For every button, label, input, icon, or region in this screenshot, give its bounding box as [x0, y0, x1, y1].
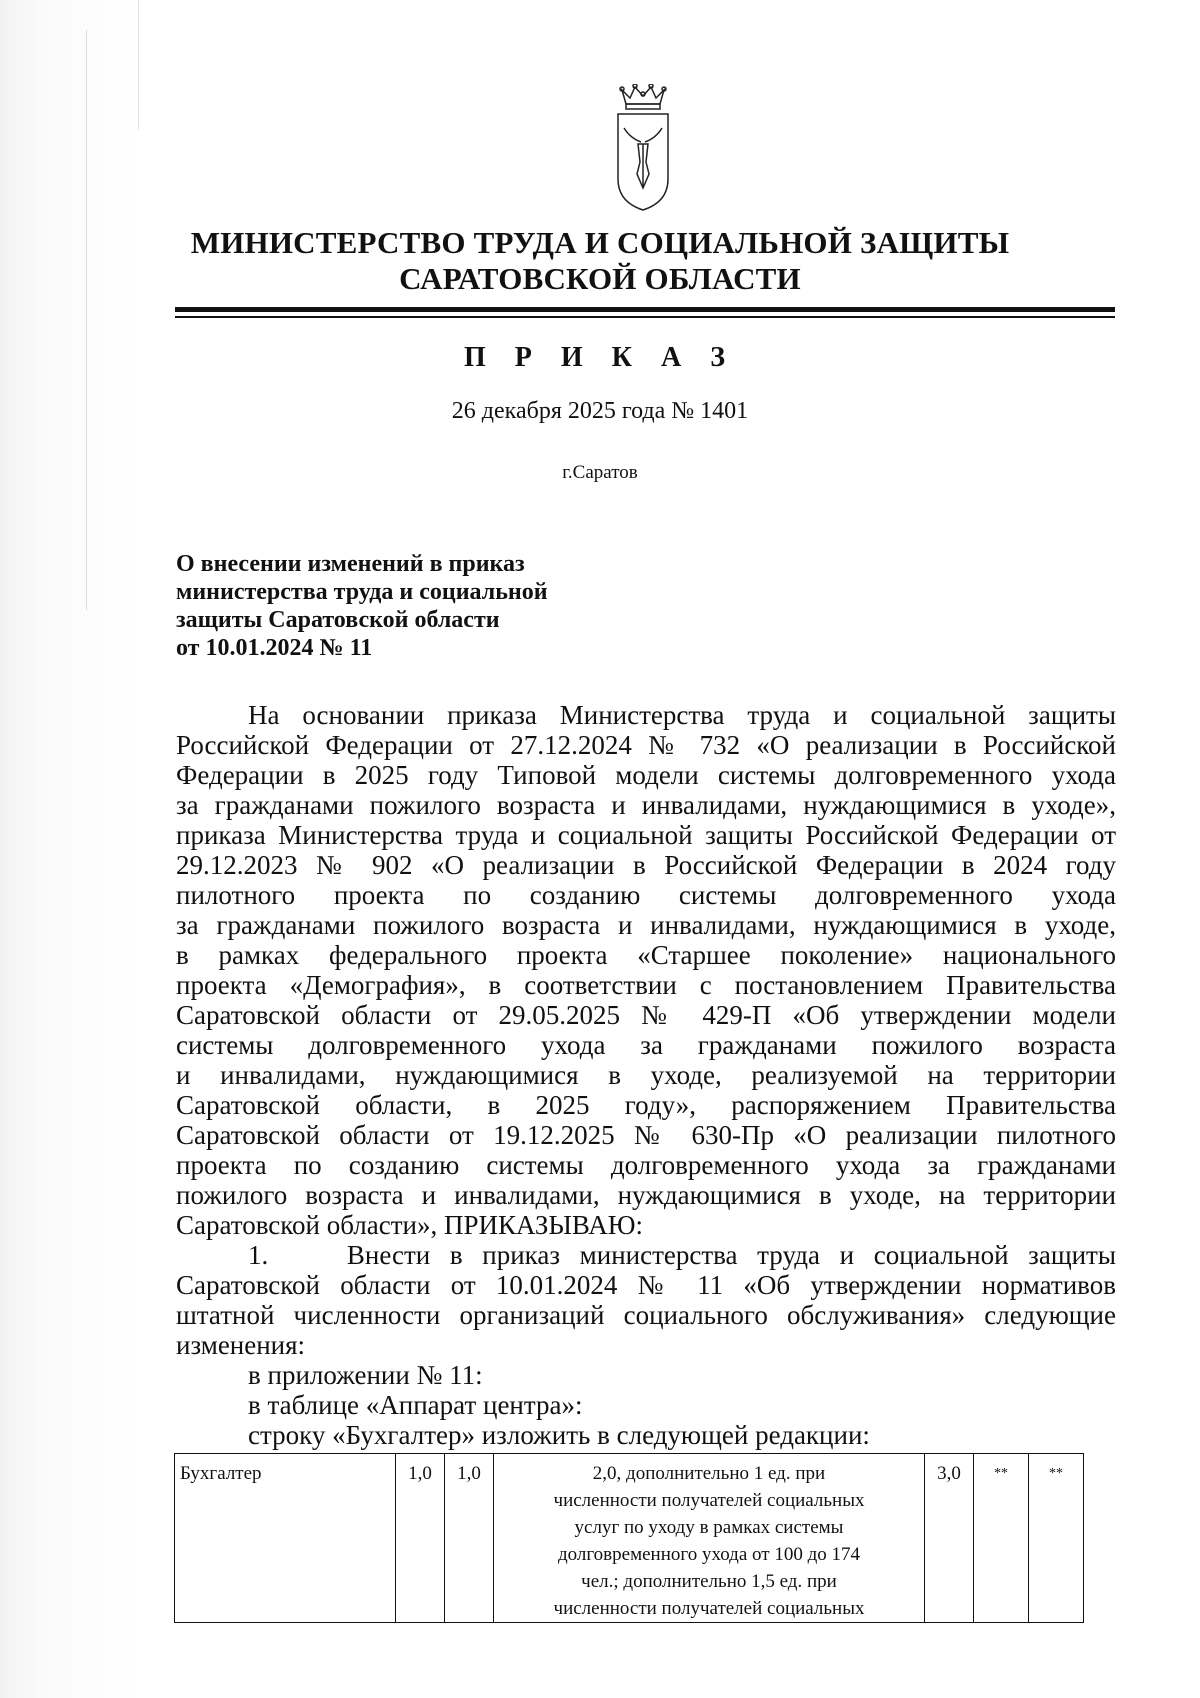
- body-line: приказа Министерства труда и социальной защиты Российской Федерации от: [176, 820, 1116, 850]
- table-cell-value: 1,0: [396, 1454, 445, 1623]
- body-line: изменения:: [176, 1330, 306, 1360]
- order-city: г.Саратов: [562, 462, 638, 483]
- description-line: численности получателей социальных: [553, 1490, 865, 1511]
- scan-edge-line: [138, 0, 139, 130]
- body-line: Саратовской области, в 2025 году», распоряжением Правительства: [176, 1090, 1116, 1120]
- body-line: в приложении № 11:: [248, 1360, 483, 1390]
- body-line: Федерации в 2025 году Типовой модели системы долговременного ухода: [176, 760, 1116, 790]
- body-line: Саратовской области от 29.05.2025 № 429-П «Об утверждении модели: [176, 1000, 1116, 1030]
- table-cell-note: **: [974, 1454, 1029, 1623]
- scan-edge-line: [86, 30, 87, 610]
- body-line: за гражданами пожилого возраста и инвалидами, нуждающимися в уходе»,: [176, 790, 1116, 820]
- body-line: Саратовской области», ПРИКАЗЫВАЮ:: [176, 1210, 643, 1240]
- title-line: от 10.01.2024 № 11: [176, 635, 373, 661]
- ministry-name-line2: САРАТОВСКОЙ ОБЛАСТИ: [399, 261, 801, 296]
- saratov-coat-of-arms-icon: [608, 84, 678, 214]
- body-line: в рамках федерального проекта «Старшее поколение» национального: [176, 940, 1116, 970]
- order-type: П Р И К А З: [464, 342, 736, 373]
- body-line: пилотного проекта по созданию системы долговременного ухода: [176, 880, 1116, 910]
- header-rule-thin: [175, 316, 1115, 318]
- body-line: проекта «Демография», в соответствии с постановлением Правительства: [176, 970, 1116, 1000]
- body-line: Российской Федерации от 27.12.2024 № 732 «О реализации в Российской: [176, 730, 1116, 760]
- body-line-item-1: 1. Внести в приказ министерства труда и социальной защиты: [248, 1240, 1116, 1270]
- body-line: Саратовской области от 10.01.2024 № 11 «Об утверждении нормативов: [176, 1270, 1116, 1300]
- table-cell-value: 1,0: [445, 1454, 494, 1623]
- description-line: 2,0, дополнительно 1 ед. при: [592, 1463, 826, 1484]
- description-line: долговременного ухода от 100 до 174: [557, 1544, 861, 1565]
- order-title: [176, 550, 548, 662]
- body-line: за гражданами пожилого возраста и инвалидами, нуждающимися в уходе,: [176, 910, 1116, 940]
- body-line: штатной численности организаций социального обслуживания» следующие: [176, 1300, 1116, 1330]
- title-line: защиты Саратовской области: [176, 607, 500, 633]
- table-row: [175, 1454, 1084, 1623]
- title-line: министерства труда и социальной: [176, 579, 548, 605]
- description-line: численности получателей социальных: [553, 1598, 865, 1619]
- body-line: На основании приказа Министерства труда и социальной защиты: [248, 700, 1116, 730]
- body-line: в таблице «Аппарат центра»:: [248, 1390, 583, 1420]
- ministry-name-line1: МИНИСТЕРСТВО ТРУДА И СОЦИАЛЬНОЙ ЗАЩИТЫ: [190, 225, 1010, 260]
- body-line: системы долговременного ухода за гражданами пожилого возраста: [176, 1030, 1116, 1060]
- body-line: и инвалидами, нуждающимися в уходе, реализуемой на территории: [176, 1060, 1116, 1090]
- body-line: Саратовской области от 19.12.2025 № 630-Пр «О реализации пилотного: [176, 1120, 1116, 1150]
- body-line: пожилого возраста и инвалидами, нуждающимися в уходе, на территории: [176, 1180, 1116, 1210]
- table-cell-description: [494, 1454, 925, 1623]
- description-line: чел.; дополнительно 1,5 ед. при: [581, 1571, 837, 1592]
- header-rule-thick: [175, 307, 1115, 312]
- description-line: услуг по уходу в рамках системы: [574, 1517, 844, 1538]
- body-line: проекта по созданию системы долговременного ухода за гражданами: [176, 1150, 1116, 1180]
- body-line: 29.12.2023 № 902 «О реализации в Российской Федерации в 2024 году: [176, 850, 1116, 880]
- order-date-number: 26 декабря 2025 года № 1401: [451, 398, 749, 424]
- body-line: строку «Бухгалтер» изложить в следующей редакции:: [248, 1420, 870, 1450]
- table-cell-value: 3,0: [925, 1454, 974, 1623]
- title-line: О внесении изменений в приказ: [176, 551, 525, 577]
- table-cell-position: Бухгалтер: [175, 1454, 396, 1623]
- amendment-table: [174, 1453, 1084, 1623]
- table-cell-note: **: [1029, 1454, 1084, 1623]
